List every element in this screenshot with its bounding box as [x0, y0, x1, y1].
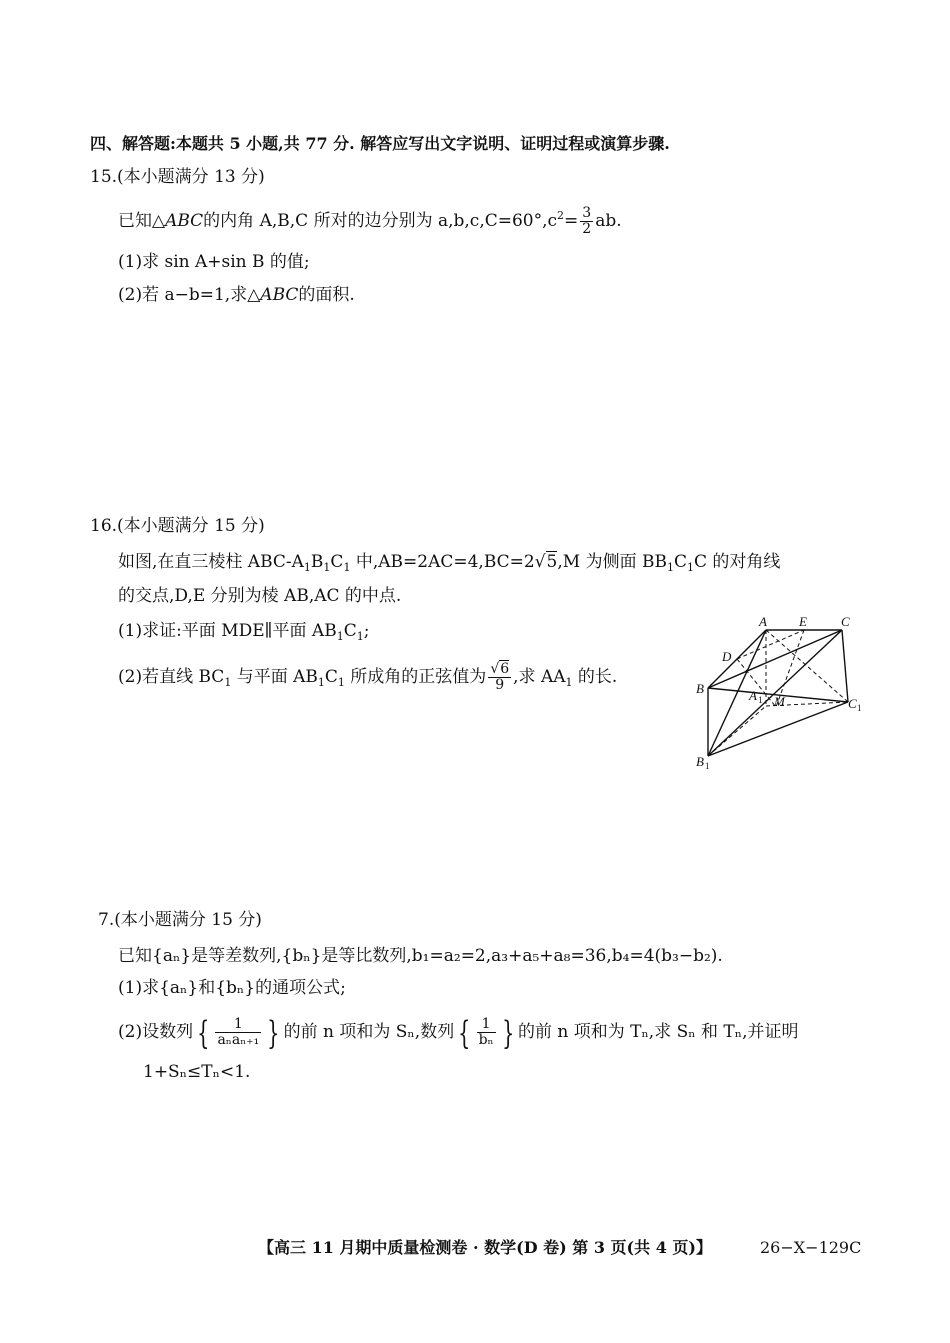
label-A: A: [759, 614, 767, 629]
q16-part1: (1)求证:平面 MDE∥平面 $AB_1C_1$;: [118, 621, 370, 643]
q17-header: 7.(本小题满分 15 分): [98, 910, 262, 930]
q16-header: 16.(本小题满分 15 分): [90, 516, 265, 536]
label-B: B: [696, 681, 704, 696]
footer-title: 【高三 11 月期中质量检测卷 · 数学(D 卷) 第 3 页(共 4 页)】: [258, 1238, 712, 1257]
label-E: E: [799, 614, 807, 629]
q16-part2: (2)若直线 $BC_1$ 与平面 $AB_1C_1$ 所成角的正弦值为 $\frac{√6}{9}$ ,求 $AA_1$ 的长.: [118, 661, 618, 693]
q17-part1: (1)求{aₙ}和{bₙ}的通项公式;: [118, 978, 346, 998]
q16-stem-line2: 的交点,D,E 分别为棱 AB,AC 的中点.: [118, 586, 402, 606]
q17-part2: (2)设数列 { $\frac{1}{\text{aₙaₙ₊₁}}$ } 的前 n 项和为 Sₙ,数列 { $\frac{1}{\text{bₙ}}$ } 的前 n 项和为 Tₙ,求 Sₙ 和 Tₙ,并证明: [118, 1013, 799, 1052]
q15-part1: (1)求 sin A+sin B 的值;: [118, 252, 310, 272]
q17-stem: 已知{aₙ}是等差数列,{bₙ}是等比数列,b₁=a₂=2,a₃+a₅+a₈=36,b₄=4(b₃−b₂).: [118, 946, 723, 966]
q15-part2: (2)若 a−b=1,求△ABC的面积.: [118, 285, 355, 305]
label-B1: B: [696, 754, 704, 769]
label-M: M: [774, 694, 785, 709]
label-C: C: [841, 614, 850, 629]
section-heading: 四、解答题:本题共 5 小题,共 77 分. 解答应写出文字说明、证明过程或演算步骤.: [90, 134, 670, 153]
q17-part2-line2: 1+Sₙ≤Tₙ<1.: [143, 1062, 251, 1082]
q15-stem: 已知△ABC的内角 A,B,C 所对的边分别为 $a,b,c,C=60^\circ,c^2=$ $\frac{3}{2}$ ab.: [118, 205, 622, 237]
label-C1: C: [848, 696, 857, 711]
q15-header: 15.(本小题满分 13 分): [90, 167, 265, 187]
footer-code: 26−X−129C: [760, 1238, 862, 1257]
svg-text:1: 1: [705, 761, 710, 771]
label-D: D: [722, 649, 732, 664]
svg-text:1: 1: [857, 703, 862, 713]
edge-CC1: [842, 630, 848, 702]
prism-figure: [690, 612, 870, 772]
label-A1: A: [749, 688, 757, 703]
svg-text:1: 1: [758, 695, 763, 705]
q16-stem-line1: 如图,在直三棱柱 ABC-$A_1B_1C_1$ 中,AB=2AC=4,BC=2√5,M 为侧面 $BB_1C_1C$ 的对角线: [118, 552, 781, 574]
